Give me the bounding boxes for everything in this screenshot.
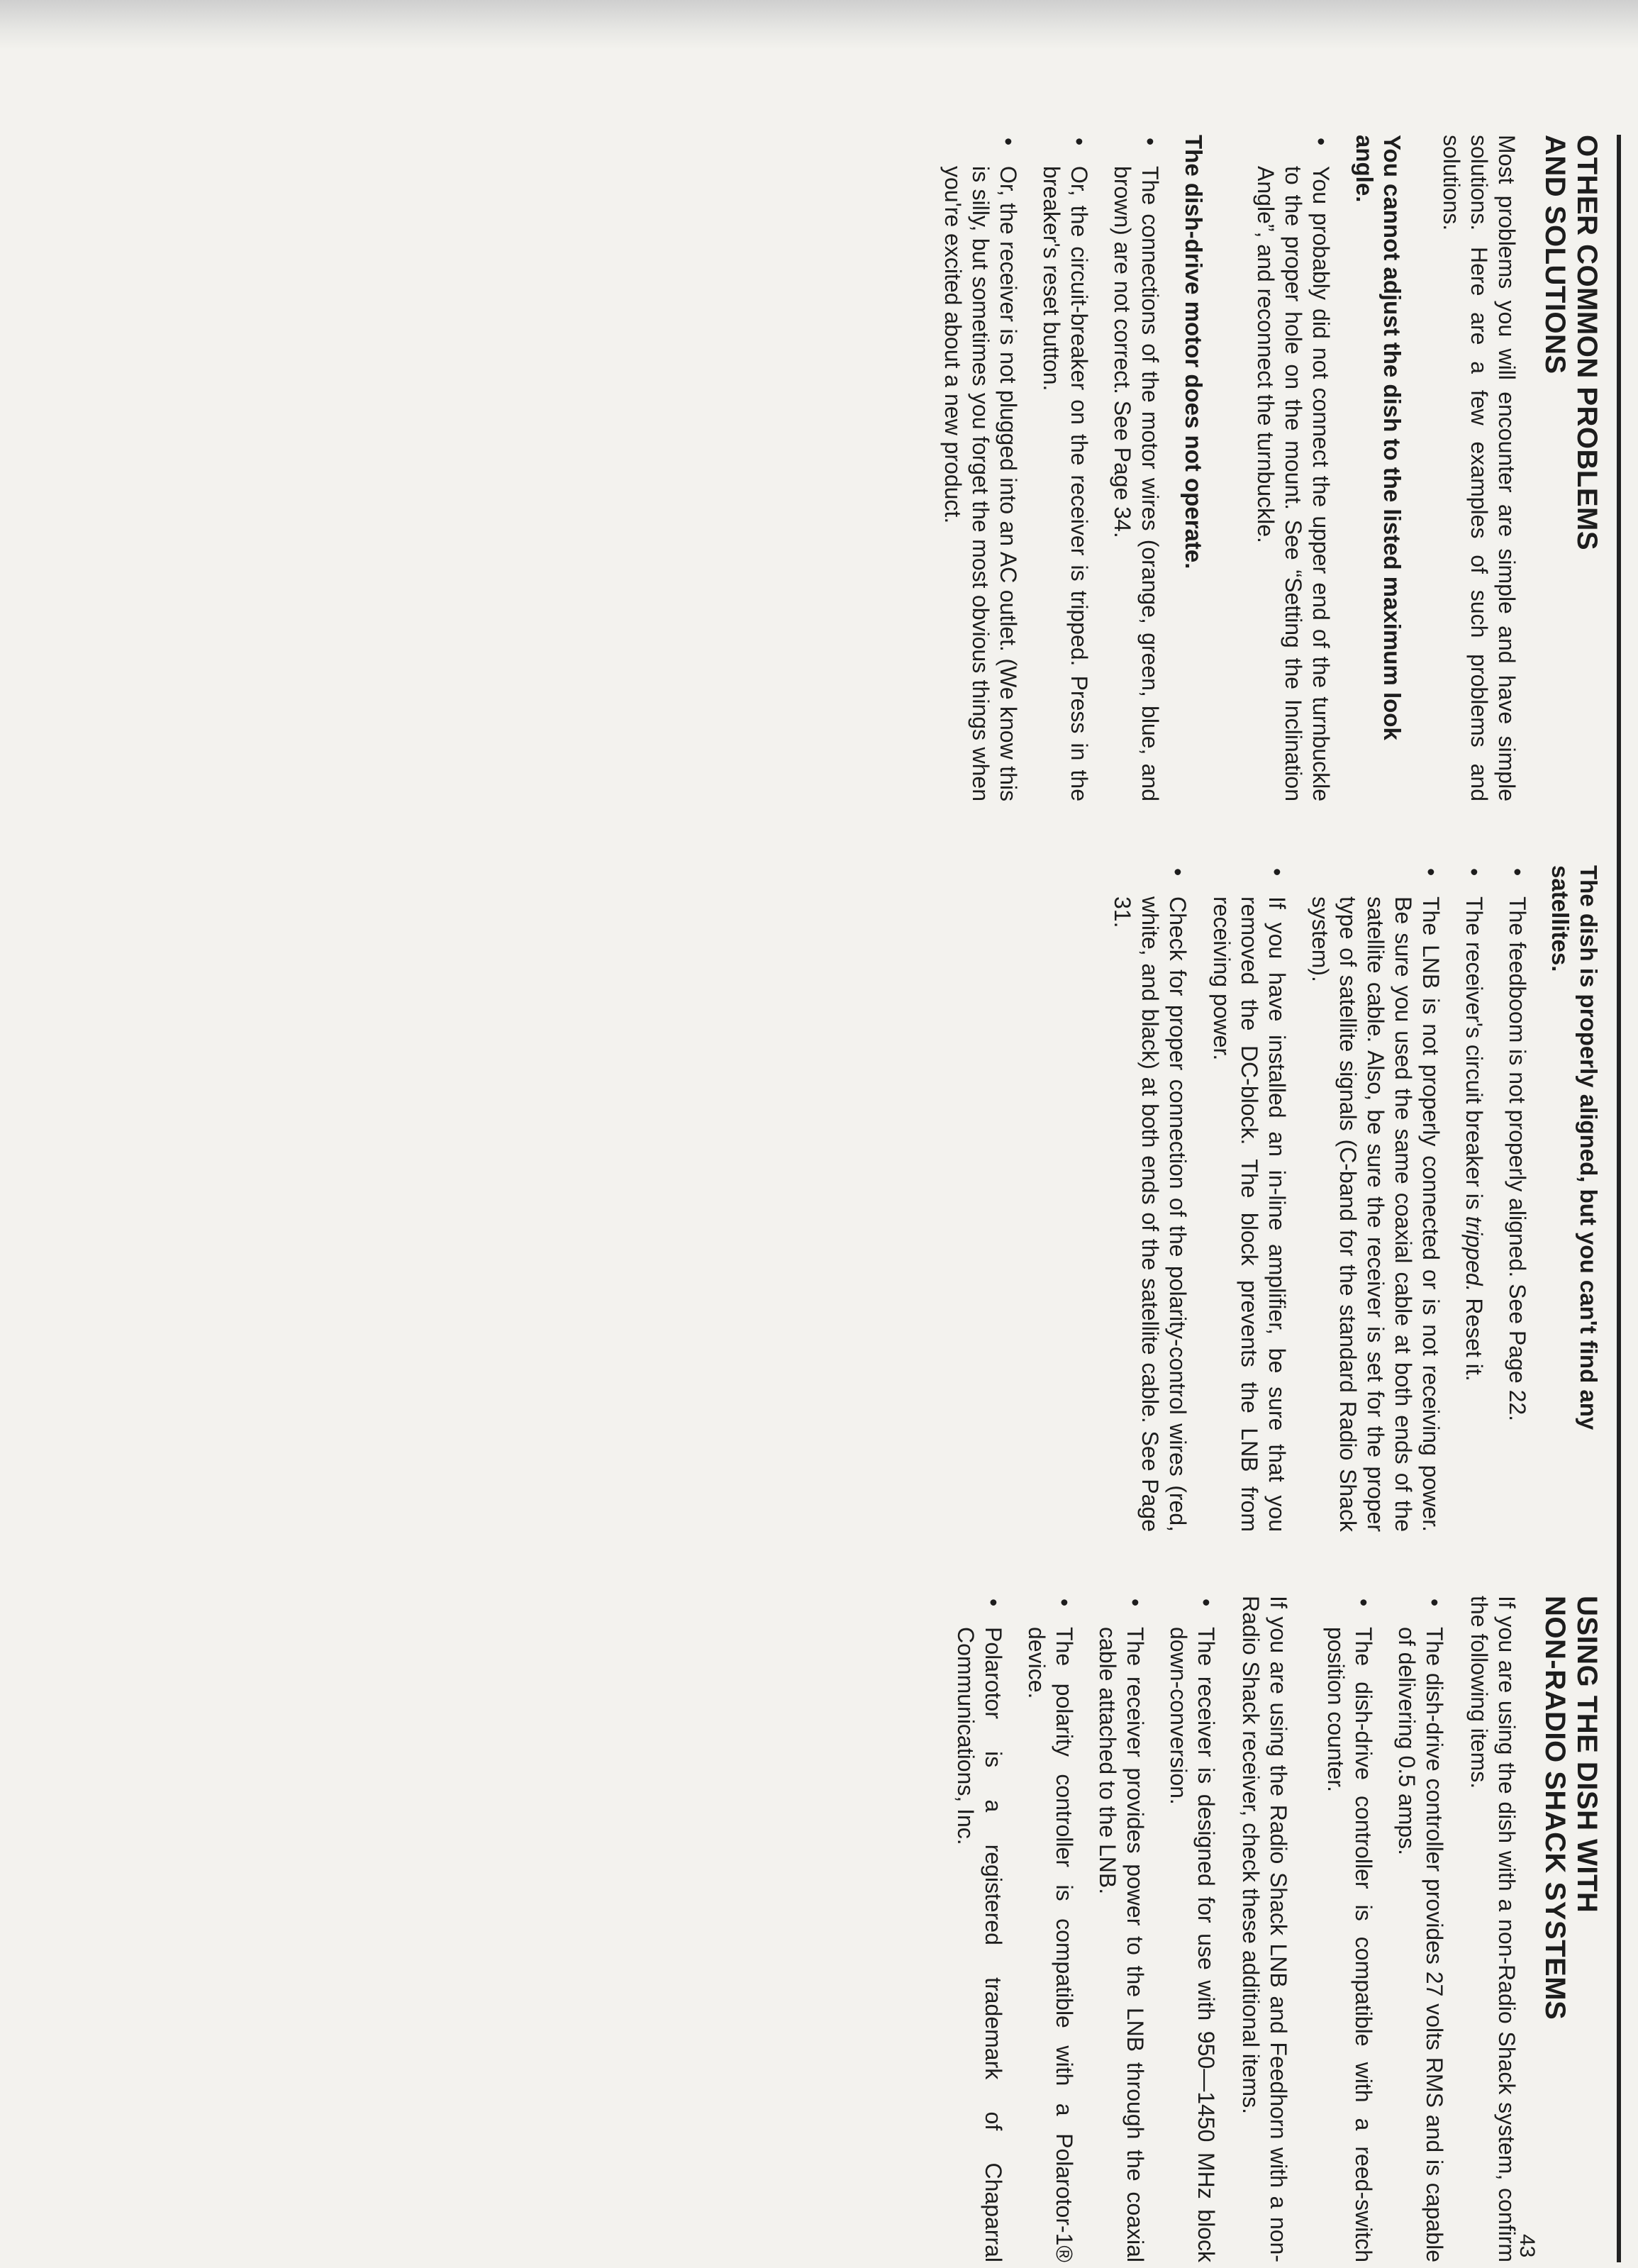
bullet-list	[1236, 135, 1335, 801]
heading-line: NON-RADIO SHACK SYSTEMS	[1539, 1596, 1571, 2020]
heading-other-common-problems	[1539, 135, 1603, 801]
bullet-item: • The dish-drive controller is compatible with a reed-switch position counter.	[1322, 1596, 1377, 2262]
heading-line: USING THE DISH WITH	[1571, 1596, 1603, 1913]
page-edge-rule	[1617, 135, 1621, 2262]
bullet-item: • Or, the circuit-breaker on the receiver is tripped. Press in the breaker's reset button.	[1037, 135, 1093, 801]
bullet-item: • The feedboom is not properly aligned. See Page 22.	[1503, 865, 1531, 1532]
bullet-item: • Check for proper connection of the polarity-control wires (red, white, and black) at both ends of the satellite cable. See Page 31.	[1108, 865, 1191, 1532]
bullet-item: • The receiver is designed for use with 950—1450 MHz block down-conversion.	[1164, 1596, 1220, 2262]
bullet-emphasis: tripped.	[1461, 1216, 1487, 1292]
bullet-list	[936, 1596, 1220, 2262]
heading-non-radio-shack	[1539, 1596, 1603, 2262]
rotated-page-content	[78, 135, 1603, 2262]
bullet-item: • The polarity controller is compatible with a Polarotor-1® device.	[1023, 1596, 1078, 2262]
page-number: 43	[1515, 2234, 1539, 2258]
problem-title-motor: The dish-drive motor does not operate.	[1181, 135, 1208, 569]
intro-paragraph: Most problems you will encounter are simple and have simple solutions. Here are a few examples of such problems and solutions.	[1439, 135, 1520, 801]
heading-line: OTHER COMMON PROBLEMS	[1571, 135, 1603, 551]
bullet-item: • Polarotor is a registered trademark of Chaparral Communications, Inc.	[952, 1596, 1007, 2262]
intro-paragraph: If you are using the dish with a non-Radio Shack system, confirm the following items.	[1466, 1596, 1520, 2262]
bullet-item: • The LNB is not properly connected or is not receiving power. Be sure you used the same coaxial cable at both ends of the satellite cable. Also, be sure the receiver is set for the proper type of satellite signals (C-band for the standard Radio Shack system).	[1306, 865, 1444, 1532]
bullet-list	[1306, 1596, 1448, 2262]
bullet-item: • The receiver provides power to the LNB through the coaxial cable attached to the LNB.	[1093, 1596, 1149, 2262]
bullet-list	[923, 135, 1164, 801]
heading-line: AND SOLUTIONS	[1539, 135, 1571, 374]
bullet-item: • The dish-drive controller provides 27 volts RMS and is capable of delivering 0.5 amps.	[1393, 1596, 1448, 2262]
bullet-list	[1093, 865, 1530, 1532]
problem-title-no-satellites: The dish is properly aligned, but you can't find any satellites.	[1547, 865, 1602, 1430]
problem-title-look-angle: You cannot adjust the dish to the listed maximum look angle.	[1351, 135, 1406, 740]
column-left	[78, 135, 1603, 801]
note-paragraph: If you are using the Radio Shack LNB and Feedhorn with a non-Radio Shack receiver, check these additional items.	[1238, 1596, 1292, 2262]
bullet-item	[1460, 865, 1488, 1532]
bullet-item: • The connections of the motor wires (orange, green, blue, and brown) are not correct. See Page 34.	[1108, 135, 1164, 801]
scan-edge-shadow	[0, 0, 1638, 50]
bullet-item: • You probably did not connect the upper end of the turnbuckle to the proper hole on the mount. See “Setting the Inclination Angle”, and reconnect the turnbuckle.	[1252, 135, 1335, 801]
column-middle	[78, 865, 1603, 1532]
bullet-text: The receiver's circuit breaker is	[1461, 896, 1487, 1216]
bullet-item: • Or, the receiver is not plugged into an AC outlet. (We know this is silly, but sometimes you forget the most obvious things when you're excited about a new product.	[939, 135, 1022, 801]
bullet-item: • If you have installed an in-line amplifier, be sure that you removed the DC-block. The block prevents the LNB from receiving power.	[1208, 865, 1291, 1532]
column-right	[78, 1596, 1603, 2262]
bullet-text: Reset it.	[1461, 1291, 1487, 1382]
